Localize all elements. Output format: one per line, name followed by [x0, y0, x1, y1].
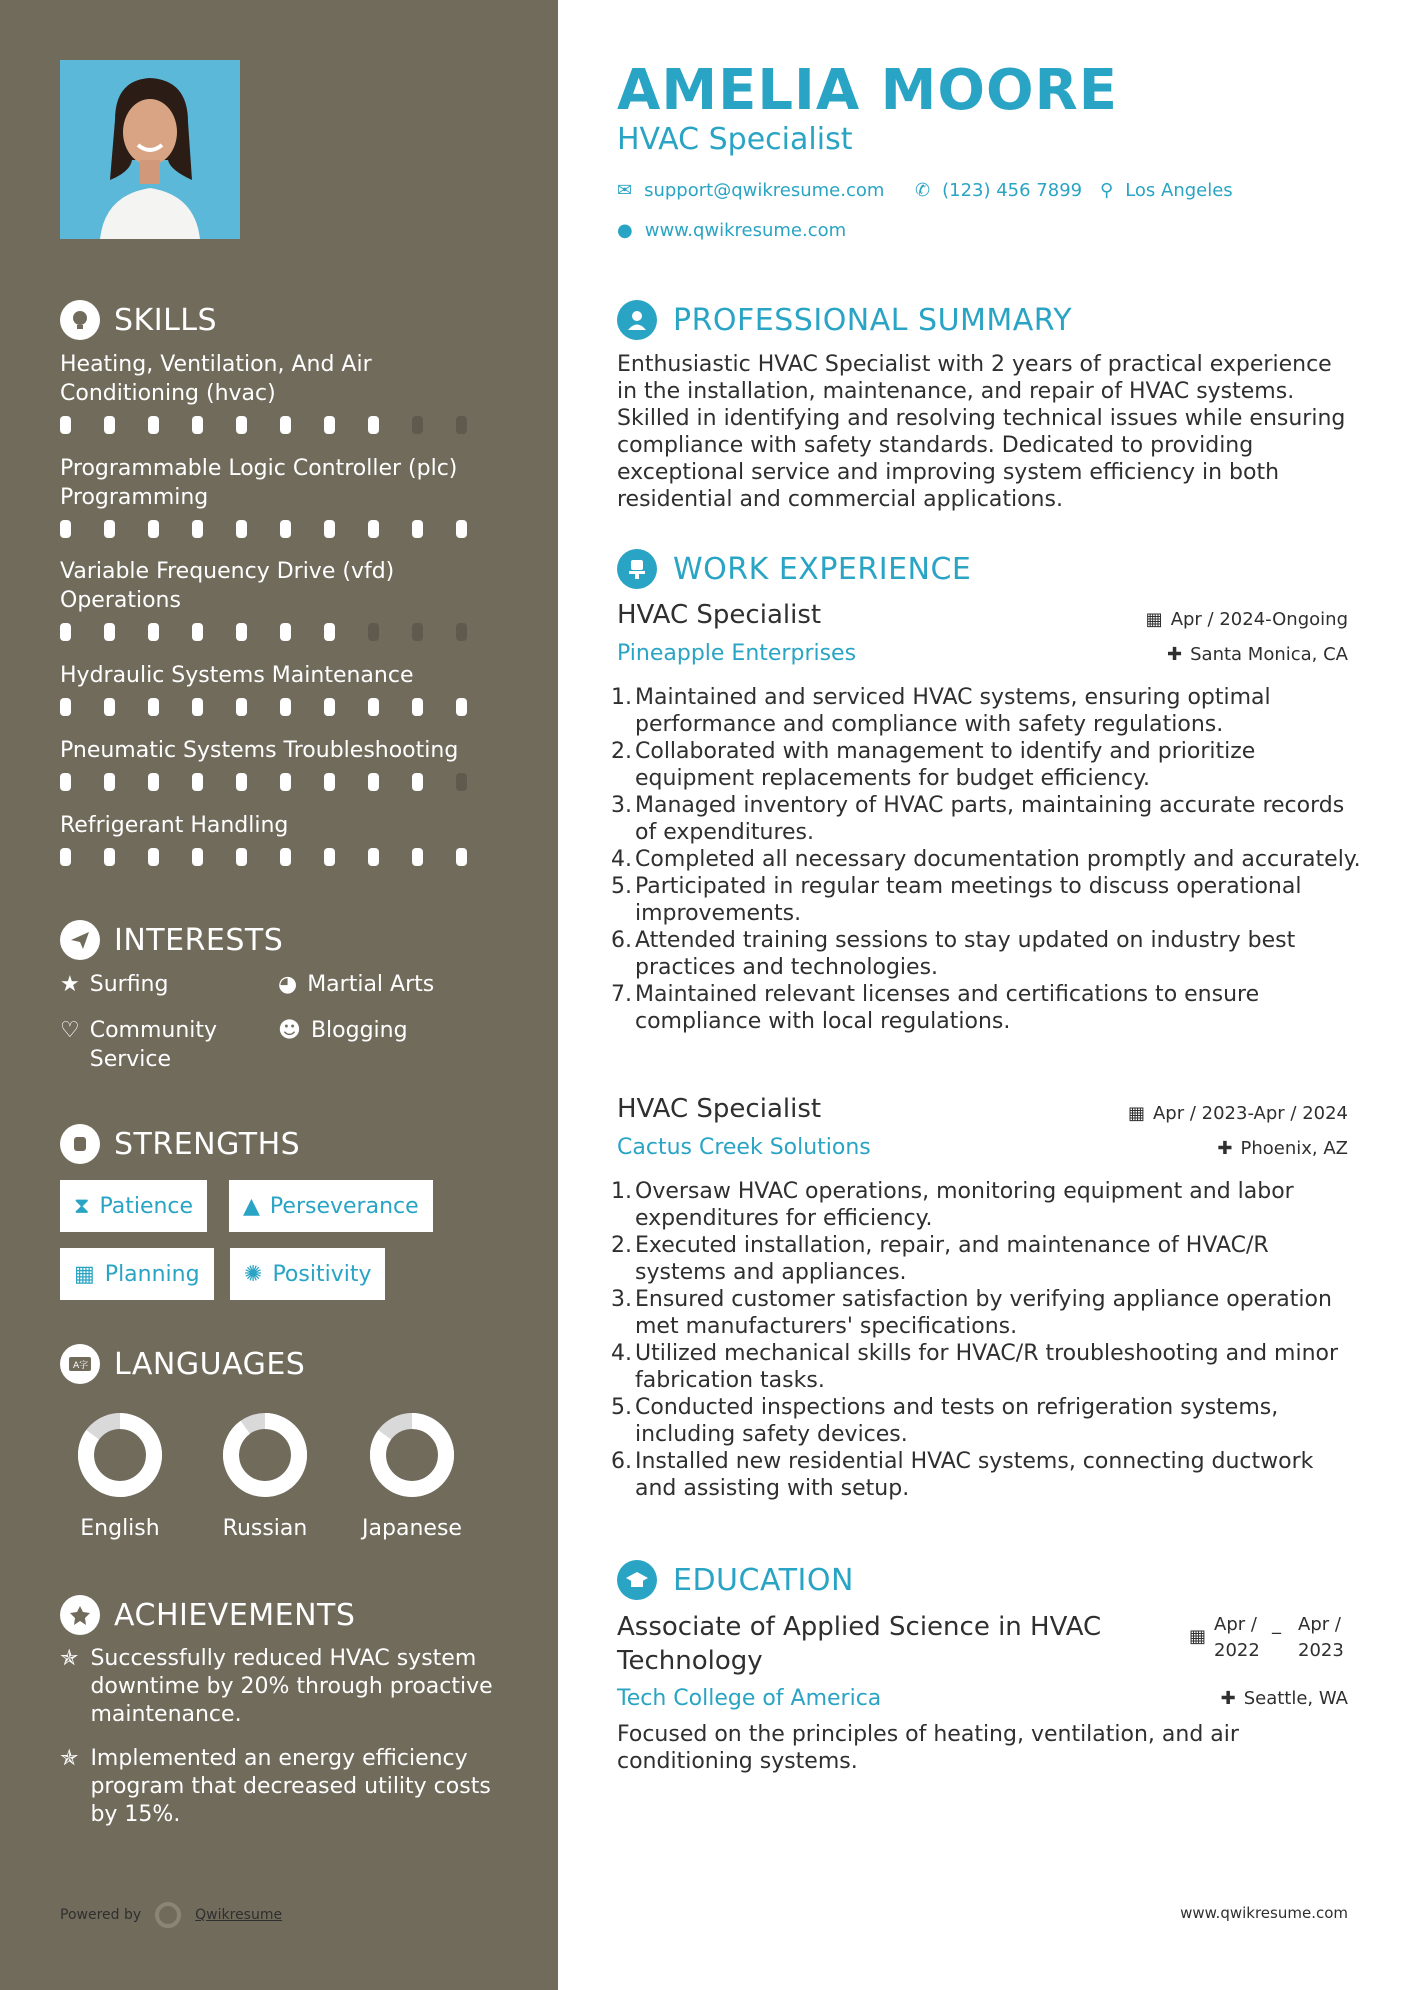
skill-dot	[456, 773, 467, 791]
skill-dot	[280, 848, 291, 866]
chair-icon	[617, 549, 657, 589]
skill-dot	[148, 520, 159, 538]
email-contact[interactable]: ✉ support@qwikresume.com	[617, 180, 885, 201]
location-contact: ⚲ Los Angeles	[1100, 180, 1233, 201]
skill-dot	[236, 623, 247, 641]
experience-heading	[617, 549, 971, 589]
job-title: HVAC Specialist	[617, 1094, 822, 1124]
user-icon	[617, 300, 657, 340]
skill-rating	[60, 698, 500, 716]
skill-dot	[412, 520, 423, 538]
skill-item: Refrigerant Handling	[60, 811, 500, 866]
job-bullet: 6. Installed new residential HVAC systems, connecting ductwork and assisting with setup.	[611, 1449, 1314, 1501]
skill-item: Hydraulic Systems Maintenance	[60, 661, 500, 716]
skill-dot	[236, 698, 247, 716]
candidate-role: HVAC Specialist	[617, 122, 853, 157]
skill-dot	[280, 416, 291, 434]
skill-dot	[60, 848, 71, 866]
skill-dot	[324, 416, 335, 434]
skill-dot	[192, 623, 203, 641]
job-bullet: 2. Executed installation, repair, and maintenance of HVAC/R systems and appliances.	[611, 1233, 1269, 1285]
skill-dot	[60, 623, 71, 641]
interest-item: ★ Surfing	[60, 972, 169, 997]
job-dates: ▦ Apr / 2023-Apr / 2024	[1127, 1103, 1348, 1124]
job-location: ✚ Phoenix, AZ	[1217, 1138, 1348, 1159]
phone-contact: ✆ (123) 456 7899	[915, 180, 1083, 201]
globe-icon: ●	[617, 220, 633, 241]
job-bullet: 1. Oversaw HVAC operations, monitoring equipment and labor expenditures for efficiency.	[611, 1179, 1294, 1231]
skill-dot	[60, 416, 71, 434]
skill-dot	[412, 416, 423, 434]
skill-dot	[236, 416, 247, 434]
summary-text: Enthusiastic HVAC Specialist with 2 years of practical experience in the installation, maintenance, and repair of HVAC systems. Skilled in identifying and resolving technical issues while ensuring compliance with safety standards. Dedicated to providing exceptional service and improving system efficiency in both residential and commercial applications.	[617, 352, 1346, 512]
job-bullet: 5. Participated in regular team meetings to discuss operational improvements.	[611, 874, 1302, 926]
skill-rating	[60, 848, 500, 866]
skills-heading	[60, 300, 217, 340]
summary-heading	[617, 300, 1072, 340]
job-bullet: 3. Ensured customer satisfaction by verifying appliance operation met manufacturers' specifications.	[611, 1287, 1332, 1339]
calendar-icon: ▦	[1188, 1626, 1206, 1647]
skill-dot	[60, 773, 71, 791]
calendar-icon: ▦	[1127, 1103, 1145, 1124]
skill-dot	[192, 416, 203, 434]
skill-dot	[368, 773, 379, 791]
job-location: ✚ Santa Monica, CA	[1167, 644, 1348, 665]
skill-dot	[324, 848, 335, 866]
interests-heading	[60, 920, 283, 960]
skill-rating	[60, 520, 500, 538]
languages-title: LANGUAGES	[114, 1346, 306, 1382]
job-bullet: 4. Completed all necessary documentation promptly and accurately.	[611, 847, 1361, 872]
skill-item: Heating, Ventilation, And Air Conditioning (hvac)	[60, 350, 500, 434]
education-title: EDUCATION	[673, 1562, 854, 1598]
phone-icon: ✆	[915, 180, 931, 201]
skill-rating	[60, 773, 500, 791]
skill-dot	[368, 623, 379, 641]
education-location: ✚ Seattle, WA	[1220, 1688, 1348, 1709]
calendar-icon: ▦	[74, 1261, 95, 1287]
skill-dot	[192, 698, 203, 716]
skill-dot	[104, 520, 115, 538]
skill-dot	[280, 623, 291, 641]
job-bullet: 3. Managed inventory of HVAC parts, maintaining accurate records of expenditures.	[611, 793, 1345, 845]
strength-badge: ⧗ Patience	[60, 1180, 207, 1232]
skill-dot	[148, 698, 159, 716]
profile-photo	[60, 60, 240, 239]
interest-item: ♡ Community Service	[60, 1018, 218, 1072]
language-ring	[75, 1410, 165, 1500]
skill-dot	[456, 520, 467, 538]
powered-by: Powered by Qwikresume	[60, 1902, 282, 1928]
skill-dot	[148, 623, 159, 641]
graduation-cap-icon	[617, 1560, 657, 1600]
paper-plane-icon	[60, 920, 100, 960]
skill-dot	[368, 520, 379, 538]
job-bullet: 6. Attended training sessions to stay updated on industry best practices and technologies.	[611, 928, 1296, 980]
language-item: Russian	[200, 1410, 330, 1541]
job-bullet: 7. Maintained relevant licenses and certifications to ensure compliance with local regulations.	[611, 982, 1260, 1034]
skill-dot	[324, 773, 335, 791]
achievements-title: ACHIEVEMENTS	[114, 1597, 356, 1633]
brand-link[interactable]: Qwikresume	[195, 1907, 283, 1923]
skills-title: SKILLS	[114, 302, 218, 338]
strength-badge: ▲ Perseverance	[229, 1180, 433, 1232]
strengths-title: STRENGTHS	[114, 1126, 301, 1162]
footer-url[interactable]: www.qwikresume.com	[1180, 1904, 1348, 1922]
skill-dot	[236, 773, 247, 791]
sun-icon: ✺	[244, 1261, 263, 1287]
skill-dot	[60, 698, 71, 716]
medal-icon	[60, 1595, 100, 1635]
translate-icon	[60, 1344, 100, 1384]
skill-dot	[280, 773, 291, 791]
envelope-icon: ✉	[617, 180, 633, 201]
website-contact[interactable]: ● www.qwikresume.com	[617, 220, 847, 241]
calendar-icon: ▦	[1145, 609, 1163, 630]
job-bullets	[611, 684, 1361, 1035]
sidebar	[0, 0, 558, 1990]
skill-dot	[280, 698, 291, 716]
skill-dot	[148, 848, 159, 866]
skill-dot	[412, 698, 423, 716]
skill-dot	[368, 416, 379, 434]
skill-dot	[104, 698, 115, 716]
lightbulb-icon	[60, 300, 100, 340]
skill-dot	[104, 416, 115, 434]
skill-dot	[192, 773, 203, 791]
skill-dot	[148, 416, 159, 434]
education-heading	[617, 1560, 854, 1600]
skill-dot	[456, 623, 467, 641]
skill-dot	[456, 416, 467, 434]
skill-dot	[60, 520, 71, 538]
skill-dot	[104, 848, 115, 866]
job-bullet: 5. Conducted inspections and tests on refrigeration systems, including safety devices.	[611, 1395, 1279, 1447]
road-icon: ▲	[243, 1193, 260, 1219]
company-name: Cactus Creek Solutions	[617, 1135, 871, 1160]
candidate-name: AMELIA MOORE	[617, 58, 1118, 123]
skill-item: Pneumatic Systems Troubleshooting	[60, 736, 500, 791]
skill-dot	[324, 698, 335, 716]
language-ring	[220, 1410, 310, 1500]
map-pin-icon: ⚲	[1100, 180, 1114, 201]
language-item: English	[55, 1410, 185, 1541]
job-dates: ▦ Apr / 2024-Ongoing	[1145, 609, 1348, 630]
job-bullet: 4. Utilized mechanical skills for HVAC/R troubleshooting and minor fabrication tasks.	[611, 1341, 1339, 1393]
skill-dot	[324, 623, 335, 641]
hand-icon: ♡	[60, 1018, 80, 1043]
skill-dot	[236, 520, 247, 538]
interest-item: ◕ Martial Arts	[278, 972, 435, 997]
languages-heading	[60, 1344, 305, 1384]
summary-title: PROFESSIONAL SUMMARY	[673, 302, 1073, 338]
interest-item: ☻ Blogging	[278, 1018, 408, 1043]
fist-icon	[60, 1124, 100, 1164]
achievement-item: ✯ Successfully reduced HVAC system downtime by 20% through proactive maintenance.	[60, 1646, 493, 1727]
skill-dot	[192, 848, 203, 866]
skill-dot	[280, 520, 291, 538]
globe-icon: ◕	[278, 972, 298, 997]
experience-title: WORK EXPERIENCE	[673, 551, 972, 587]
qwikresume-logo-icon	[155, 1902, 181, 1928]
skill-dot	[192, 520, 203, 538]
skill-dot	[368, 848, 379, 866]
star-burst-icon: ✯	[60, 1646, 79, 1671]
skill-rating	[60, 416, 500, 434]
company-name: Pineapple Enterprises	[617, 641, 857, 666]
strengths-heading	[60, 1124, 300, 1164]
skill-dot	[412, 848, 423, 866]
job-bullet: 1. Maintained and serviced HVAC systems, ensuring optimal performance and compliance with safety regulations.	[611, 685, 1271, 737]
education-dates: ▦ Apr / 2022 _ Apr / 2023	[1188, 1614, 1344, 1661]
strength-badge: ✺ Positivity	[230, 1248, 385, 1300]
interests-title: INTERESTS	[114, 922, 284, 958]
job-title: HVAC Specialist	[617, 600, 822, 630]
education-description: Focused on the principles of heating, ventilation, and air conditioning systems.	[617, 1722, 1239, 1774]
star-burst-icon: ✯	[60, 1746, 79, 1771]
skill-dot	[412, 623, 423, 641]
school-name: Tech College of America	[617, 1686, 882, 1711]
svg-text:A字: A字	[73, 1361, 89, 1371]
skill-dot	[324, 520, 335, 538]
users-icon: ☻	[278, 1018, 301, 1043]
job-bullets	[611, 1178, 1361, 1502]
strength-badge: ▦ Planning	[60, 1248, 214, 1300]
skill-dot	[456, 848, 467, 866]
skill-item: Programmable Logic Controller (plc) Programming	[60, 454, 500, 538]
skill-dot	[456, 698, 467, 716]
degree-title: Associate of Applied Science in HVAC Technology	[617, 1612, 1102, 1676]
pin-icon: ✚	[1217, 1138, 1233, 1159]
language-ring-fill	[231, 1421, 299, 1489]
skill-dot	[412, 773, 423, 791]
skill-item: Variable Frequency Drive (vfd) Operations	[60, 557, 500, 641]
skill-dot	[236, 848, 247, 866]
pin-icon: ✚	[1220, 1688, 1236, 1709]
skill-dot	[148, 773, 159, 791]
star-icon: ★	[60, 972, 80, 997]
skill-dot	[368, 698, 379, 716]
job-bullet: 2. Collaborated with management to identify and prioritize equipment replacements for budget efficiency.	[611, 739, 1256, 791]
skill-dot	[104, 623, 115, 641]
language-ring	[367, 1410, 457, 1500]
hourglass-icon: ⧗	[74, 1193, 90, 1219]
language-item: Japanese	[347, 1410, 477, 1541]
achievements-heading	[60, 1595, 355, 1635]
achievement-item: ✯ Implemented an energy efficiency program that decreased utility costs by 15%.	[60, 1746, 491, 1827]
skill-rating	[60, 623, 500, 641]
skill-dot	[104, 773, 115, 791]
pin-icon: ✚	[1167, 644, 1183, 665]
